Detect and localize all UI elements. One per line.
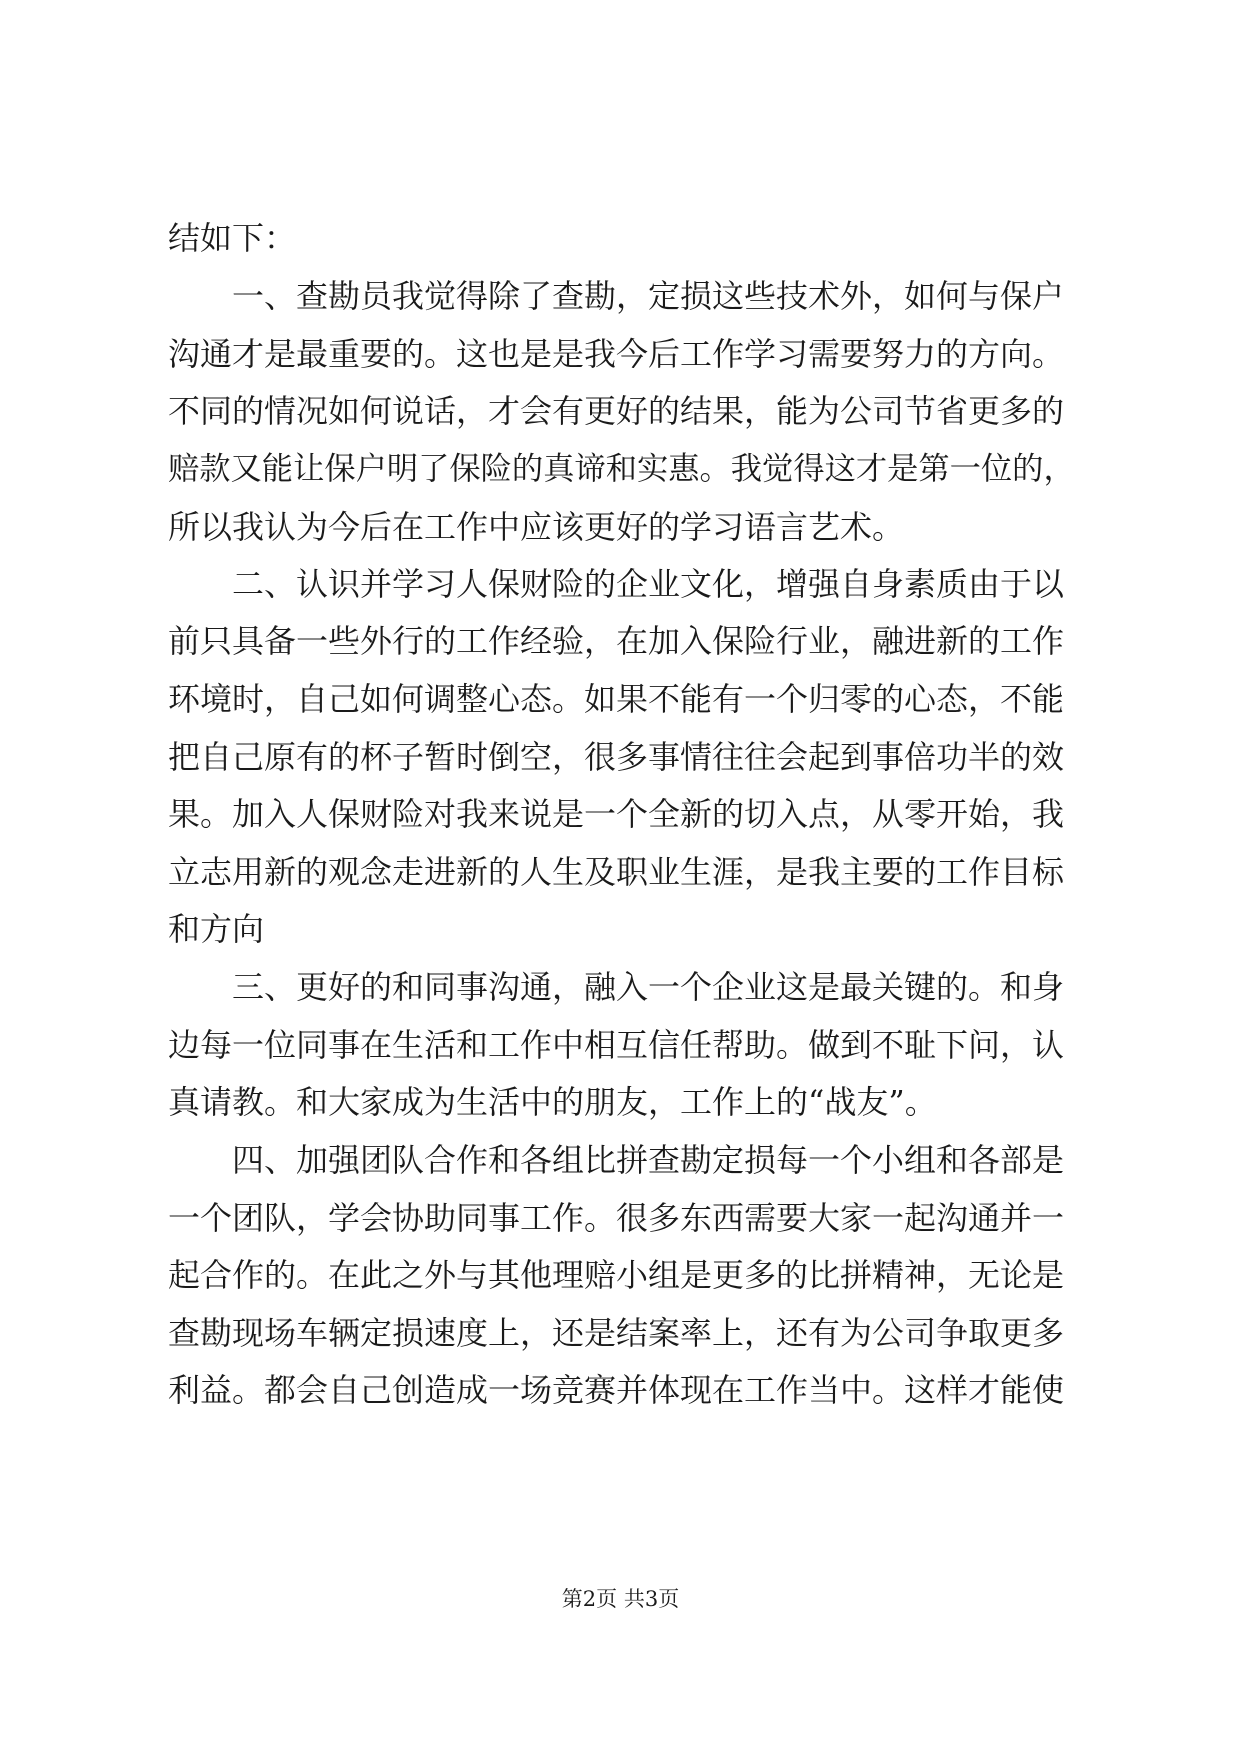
text-line: 果。加入人保财险对我来说是一个全新的切入点，从零开始，我 (168, 795, 1065, 833)
text-line: 环境时，自己如何调整心态。如果不能有一个归零的心态，不能 (168, 680, 1065, 718)
text-line: 四、加强团队合作和各组比拼查勘定损每一个小组和各部是 (232, 1141, 1065, 1179)
text-line: 赔款又能让保户明了保险的真谛和实惠。我觉得这才是第一位的， (168, 451, 1075, 487)
text-line: 前只具备一些外行的工作经验，在加入保险行业，融进新的工作 (168, 622, 1065, 660)
text-line: 三、更好的和同事沟通，融入一个企业这是最关键的。和身 (232, 968, 1065, 1006)
text-line: 立志用新的观念走进新的人生及职业生涯，是我主要的工作目标 (168, 853, 1065, 891)
text-line: 一个团队，学会协助同事工作。很多东西需要大家一起沟通并一 (168, 1199, 1065, 1237)
text-line: 一、查勘员我觉得除了查勘，定损这些技术外，如何与保户 (232, 277, 1065, 315)
page-footer: 第2页 共3页 (561, 1587, 680, 1611)
text-line: 真请教。和大家成为生活中的朋友，工作上的“战友”。 (168, 1083, 937, 1121)
text-line: 查勘现场车辆定损速度上，还是结案率上，还有为公司争取更多 (168, 1314, 1065, 1352)
text-line: 把自己原有的杯子暂时倒空，很多事情往往会起到事倍功半的效 (168, 738, 1065, 776)
text-line: 和方向 (168, 910, 265, 948)
text-line: 结如下： (168, 219, 297, 257)
text-line: 二、认识并学习人保财险的企业文化，增强自身素质由于以 (232, 565, 1065, 603)
text-line: 沟通才是最重要的。这也是是我今后工作学习需要努力的方向。 (168, 335, 1065, 373)
text-line: 边每一位同事在生活和工作中相互信任帮助。做到不耻下问，认 (168, 1026, 1065, 1064)
text-line: 所以我认为今后在工作中应该更好的学习语言艺术。 (168, 508, 905, 546)
text-line: 利益。都会自己创造成一场竞赛并体现在工作当中。这样才能使 (168, 1371, 1065, 1409)
text-line: 不同的情况如何说话，才会有更好的结果，能为公司节省更多的 (168, 392, 1065, 430)
text-line: 起合作的。在此之外与其他理赔小组是更多的比拼精神，无论是 (168, 1256, 1065, 1294)
